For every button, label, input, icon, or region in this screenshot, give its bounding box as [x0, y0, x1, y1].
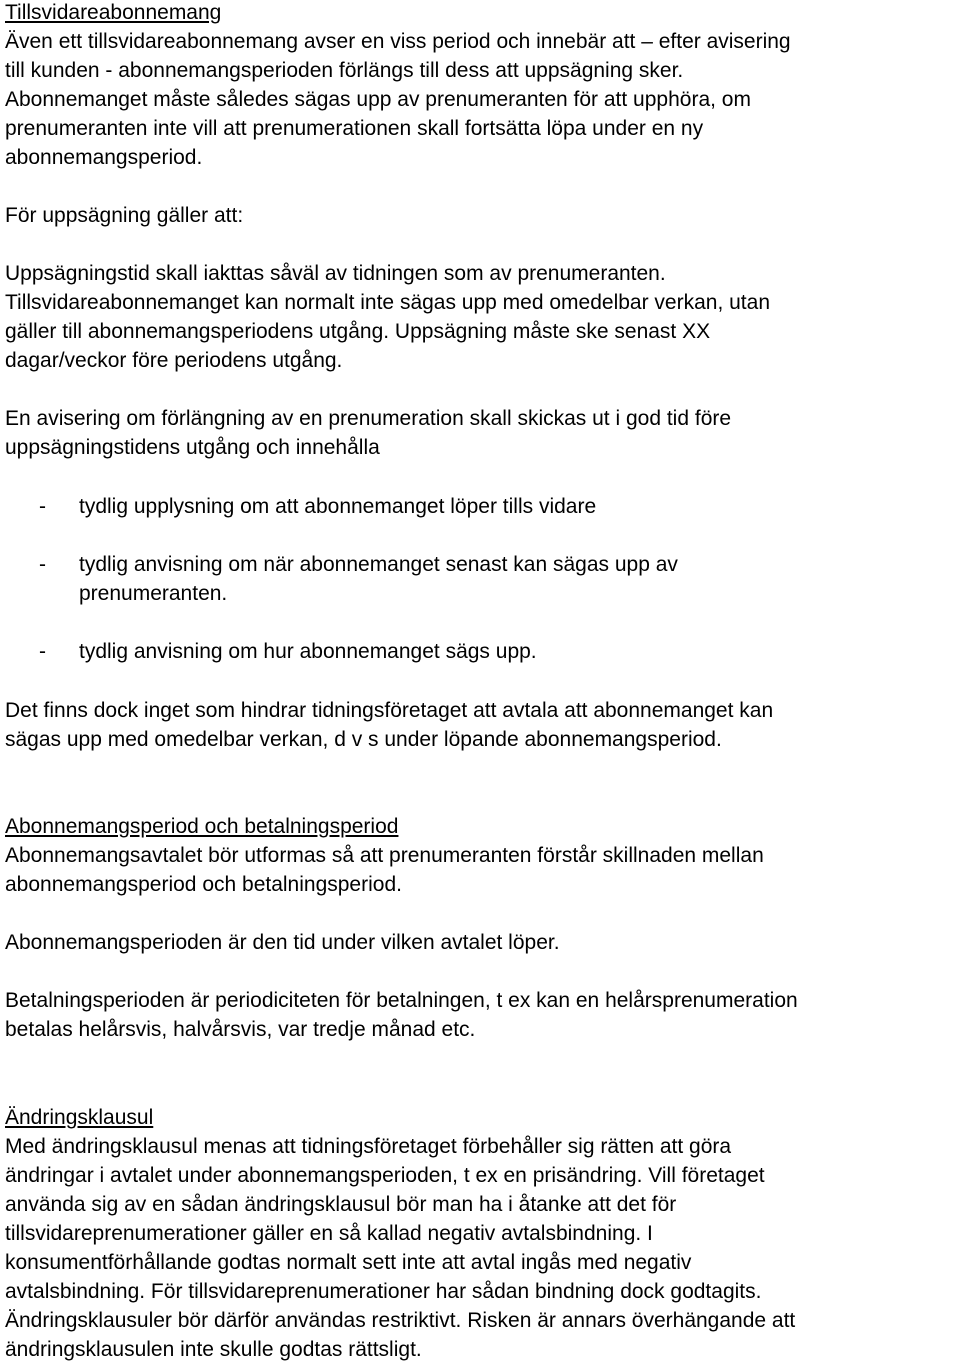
list-bullet: -: [39, 640, 46, 663]
text-line: En avisering om förlängning av en prenumeration skall skickas ut i god tid före: [5, 407, 732, 430]
text-line: avtalsbindning. För tillsvidareprenumerationer har sådan bindning dock godtagits.: [5, 1280, 762, 1303]
paragraph: Abonnemangsperioden är den tid under vilken avtalet löper.: [5, 931, 560, 954]
list-item-text: tydlig anvisning om när abonnemanget senast kan sägas upp av: [79, 553, 678, 576]
text-line: betalas helårsvis, halvårsvis, var tredje månad etc.: [5, 1018, 476, 1041]
text-line: Tillsvidareabonnemanget kan normalt inte sägas upp med omedelbar verkan, utan: [5, 291, 771, 314]
list-bullet: -: [39, 553, 46, 576]
text-line: Ändringsklausuler bör därför användas restriktivt. Risken är annars överhängande att: [5, 1309, 796, 1332]
list-item-text: prenumeranten.: [79, 582, 228, 605]
section-heading-abonnemangsperiod: Abonnemangsperiod och betalningsperiod: [5, 815, 399, 838]
paragraph: För uppsägning gäller att:: [5, 204, 244, 227]
list-bullet: -: [39, 495, 46, 518]
text-line: Det finns dock inget som hindrar tidningsföretaget att avtala att abonnemanget kan: [5, 699, 774, 722]
text-line: abonnemangsperiod.: [5, 146, 203, 169]
text-line: Även ett tillsvidareabonnemang avser en viss period och innebär att – efter avisering: [5, 30, 791, 53]
list-item-text: tydlig anvisning om hur abonnemanget sägs upp.: [79, 640, 537, 663]
text-line: konsumentförhållande godtas normalt sett inte att avtal ingås med negativ: [5, 1251, 692, 1274]
text-line: ändringar i avtalet under abonnemangsperioden, t ex en prisändring. Vill företaget: [5, 1164, 765, 1187]
list-item-text: tydlig upplysning om att abonnemanget löper tills vidare: [79, 495, 597, 518]
text-line: uppsägningstidens utgång och innehålla: [5, 436, 380, 459]
text-line: Med ändringsklausul menas att tidningsföretaget förbehåller sig rätten att göra: [5, 1135, 732, 1158]
text-line: Abonnemangsavtalet bör utformas så att prenumeranten förstår skillnaden mellan: [5, 844, 764, 867]
text-line: tillsvidareprenumerationer gäller en så kallad negativ avtalsbindning. I: [5, 1222, 653, 1245]
text-line: abonnemangsperiod och betalningsperiod.: [5, 873, 402, 896]
text-line: Abonnemanget måste således sägas upp av prenumeranten för att upphöra, om: [5, 88, 751, 111]
text-line: prenumeranten inte vill att prenumerationen skall fortsätta löpa under en ny: [5, 117, 704, 140]
text-line: ändringsklausulen inte skulle godtas rättsligt.: [5, 1338, 422, 1361]
text-line: använda sig av en sådan ändringsklausul bör man ha i åtanke att det för: [5, 1193, 677, 1216]
section-heading-tillsvidareabonnemang: Tillsvidareabonnemang: [5, 1, 222, 24]
text-line: dagar/veckor före periodens utgång.: [5, 349, 343, 372]
section-heading-andringsklausul: Ändringsklausul: [5, 1106, 154, 1129]
text-line: Uppsägningstid skall iakttas såväl av tidningen som av prenumeranten.: [5, 262, 666, 285]
text-line: till kunden - abonnemangsperioden förlängs till dess att uppsägning sker.: [5, 59, 684, 82]
text-line: sägas upp med omedelbar verkan, d v s under löpande abonnemangsperiod.: [5, 728, 722, 751]
text-line: gäller till abonnemangsperiodens utgång. Uppsägning måste ske senast XX: [5, 320, 711, 343]
text-line: Betalningsperioden är periodiciteten för betalningen, t ex kan en helårsprenumeration: [5, 989, 798, 1012]
